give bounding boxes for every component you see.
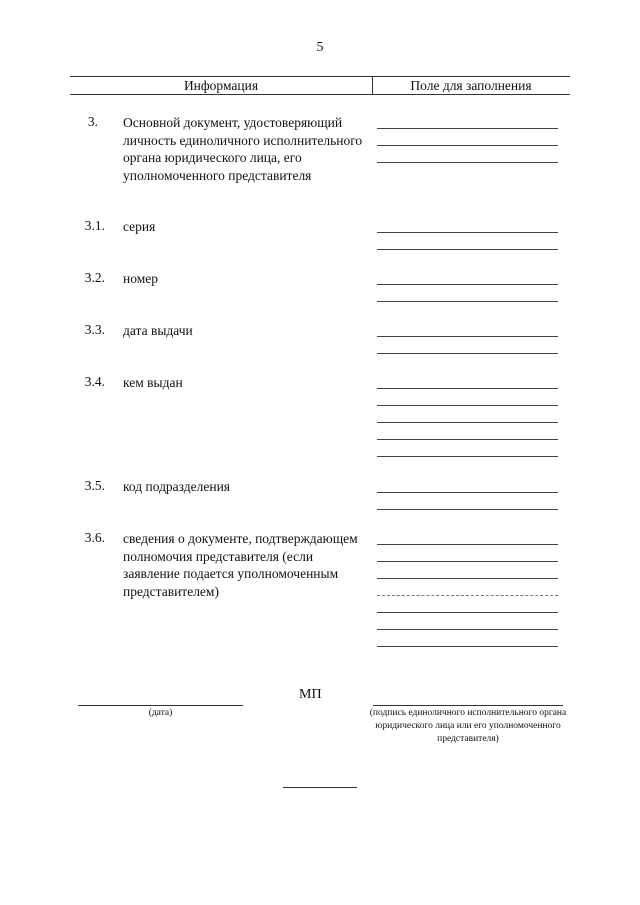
row-label: сведения о документе, подтверждающем полномочия представителя (если заявление подается уполномоченным представителем) <box>123 531 358 599</box>
row-number: 3.1. <box>84 218 105 233</box>
row-number: 3.5. <box>84 478 105 493</box>
page-number: 5 <box>316 40 324 55</box>
fill-line[interactable] <box>377 405 558 406</box>
date-line[interactable] <box>78 705 243 706</box>
fill-line[interactable] <box>377 145 558 146</box>
row-label: серия <box>123 219 156 234</box>
stamp-placeholder: МП <box>299 687 322 702</box>
date-caption: (дата) <box>148 708 173 718</box>
fill-line[interactable] <box>377 456 558 457</box>
table-top-border <box>70 76 570 77</box>
fill-line[interactable] <box>377 336 558 337</box>
row-label: кем выдан <box>123 375 183 390</box>
fill-line[interactable] <box>377 492 558 493</box>
fill-line[interactable] <box>377 128 558 129</box>
fill-line[interactable] <box>377 422 558 423</box>
fill-line[interactable] <box>377 439 558 440</box>
fill-line[interactable] <box>377 509 558 510</box>
fill-line[interactable] <box>377 284 558 285</box>
fill-line[interactable] <box>377 249 558 250</box>
end-divider <box>283 787 357 788</box>
fill-line[interactable] <box>377 561 558 562</box>
fill-line[interactable] <box>377 353 558 354</box>
fill-line[interactable] <box>377 612 558 613</box>
row-label: Основной документ, удостоверяющий личность единоличного исполнительного органа юридического лица, его уполномоченного представителя <box>123 115 363 183</box>
row-number: 3. <box>87 114 98 129</box>
signature-line[interactable] <box>373 705 563 706</box>
fill-line[interactable] <box>377 629 558 630</box>
fill-line[interactable] <box>377 162 558 163</box>
table-header-bottom-border <box>70 94 570 95</box>
row-number: 3.4. <box>84 374 105 389</box>
signature-caption: (подпись единоличного исполнительного органа юридического лица или его уполномоченного представителя) <box>369 708 567 744</box>
row-number: 3.2. <box>84 270 105 285</box>
fill-line[interactable] <box>377 578 558 579</box>
row-label: номер <box>123 271 159 286</box>
fill-line[interactable] <box>377 544 558 545</box>
fill-line[interactable] <box>377 232 558 233</box>
fill-line[interactable] <box>377 301 558 302</box>
fill-line[interactable] <box>377 388 558 389</box>
header-info: Информация <box>183 78 259 93</box>
fill-line-dashed[interactable] <box>377 595 558 596</box>
fill-line[interactable] <box>377 646 558 647</box>
row-label: дата выдачи <box>123 323 193 338</box>
row-label: код подразделения <box>123 479 231 494</box>
header-field: Поле для заполнения <box>410 78 532 93</box>
row-number: 3.6. <box>84 530 105 545</box>
row-number: 3.3. <box>84 322 105 337</box>
